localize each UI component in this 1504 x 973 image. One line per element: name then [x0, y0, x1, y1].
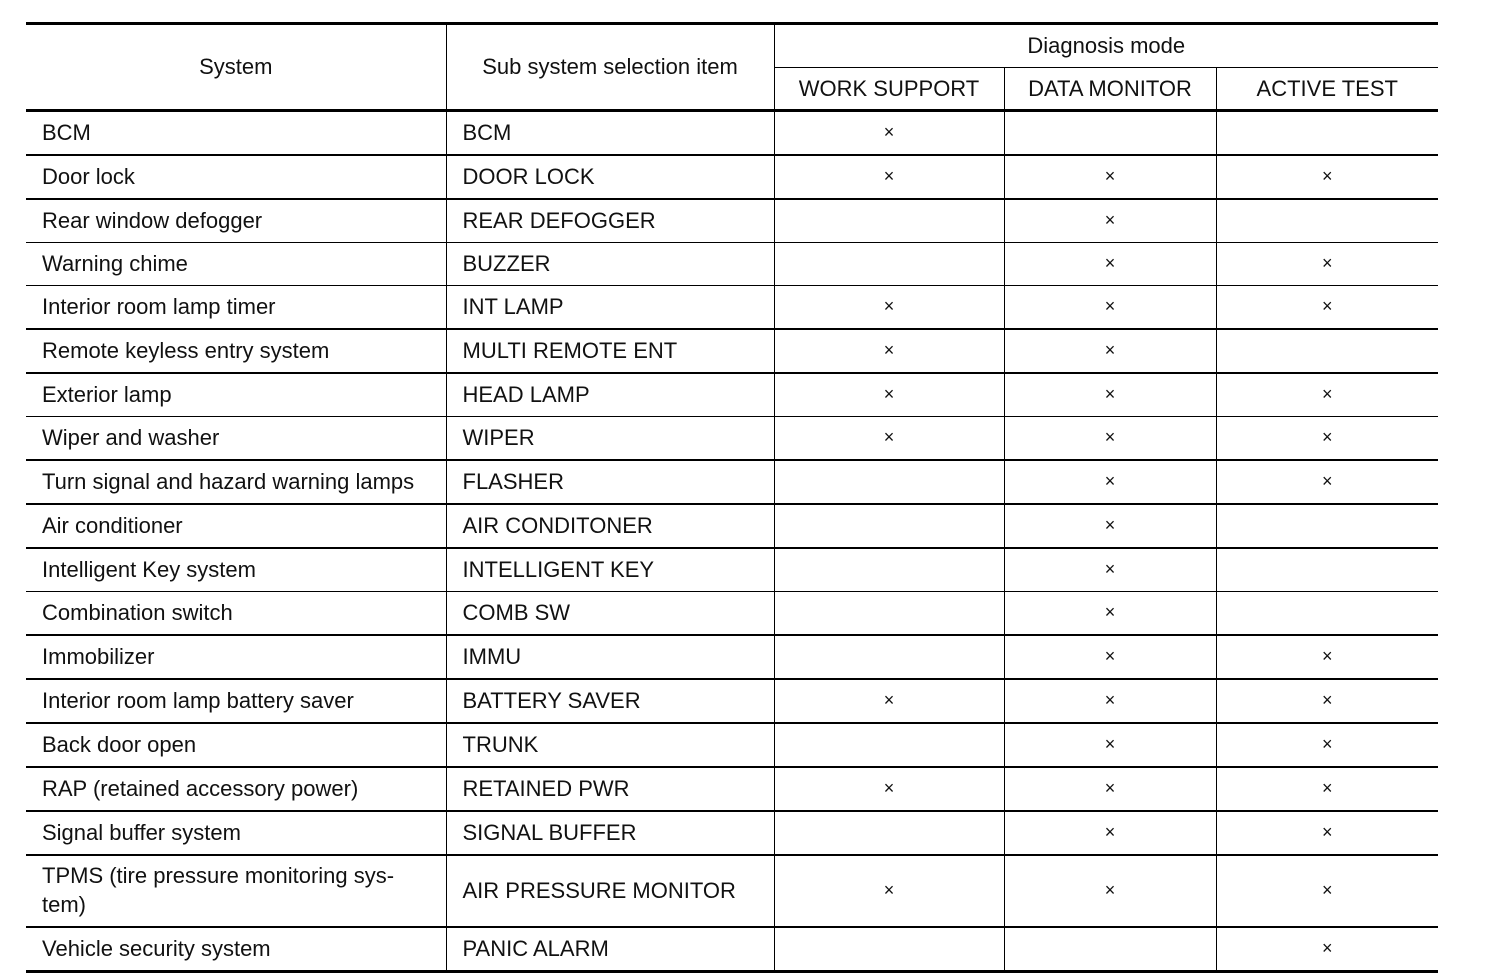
- sub-system-cell: SIGNAL BUFFER: [446, 811, 774, 855]
- work-support-mark: [774, 243, 1004, 286]
- sub-system-cell: MULTI REMOTE ENT: [446, 329, 774, 373]
- active-test-mark: [1216, 199, 1438, 243]
- work-support-mark: ×: [774, 767, 1004, 811]
- table-row: [26, 329, 1438, 373]
- header-system: System: [26, 24, 446, 111]
- system-cell: Combination switch: [26, 592, 446, 636]
- work-support-mark: ×: [774, 855, 1004, 927]
- table-row: [26, 548, 1438, 592]
- data-monitor-mark: ×: [1004, 548, 1216, 592]
- active-test-mark: ×: [1216, 155, 1438, 199]
- work-support-mark: ×: [774, 286, 1004, 330]
- table-row: [26, 373, 1438, 417]
- active-test-mark: ×: [1216, 460, 1438, 504]
- data-monitor-mark: [1004, 927, 1216, 972]
- data-monitor-mark: ×: [1004, 199, 1216, 243]
- data-monitor-mark: ×: [1004, 460, 1216, 504]
- system-cell: BCM: [26, 111, 446, 156]
- active-test-mark: ×: [1216, 927, 1438, 972]
- sub-system-cell: PANIC ALARM: [446, 927, 774, 972]
- data-monitor-mark: ×: [1004, 723, 1216, 767]
- active-test-mark: [1216, 111, 1438, 156]
- system-cell: Warning chime: [26, 243, 446, 286]
- active-test-mark: ×: [1216, 723, 1438, 767]
- data-monitor-mark: ×: [1004, 855, 1216, 927]
- sub-system-cell: INTELLIGENT KEY: [446, 548, 774, 592]
- data-monitor-mark: ×: [1004, 155, 1216, 199]
- sub-system-cell: TRUNK: [446, 723, 774, 767]
- table-row: [26, 286, 1438, 330]
- system-cell: Immobilizer: [26, 635, 446, 679]
- active-test-mark: ×: [1216, 767, 1438, 811]
- sub-system-cell: HEAD LAMP: [446, 373, 774, 417]
- data-monitor-mark: ×: [1004, 329, 1216, 373]
- system-cell: Air conditioner: [26, 504, 446, 548]
- work-support-mark: [774, 460, 1004, 504]
- data-monitor-mark: ×: [1004, 504, 1216, 548]
- table-row: [26, 111, 1438, 156]
- system-cell: TPMS (tire pressure monitoring sys- tem): [26, 855, 446, 927]
- table-row: [26, 417, 1438, 461]
- active-test-mark: [1216, 329, 1438, 373]
- work-support-mark: ×: [774, 373, 1004, 417]
- active-test-mark: ×: [1216, 417, 1438, 461]
- work-support-mark: [774, 927, 1004, 972]
- system-cell: Interior room lamp battery saver: [26, 679, 446, 723]
- active-test-mark: ×: [1216, 855, 1438, 927]
- table-row: [26, 635, 1438, 679]
- work-support-mark: ×: [774, 679, 1004, 723]
- sub-system-cell: INT LAMP: [446, 286, 774, 330]
- active-test-mark: [1216, 504, 1438, 548]
- system-cell: Wiper and washer: [26, 417, 446, 461]
- header-diagnosis-mode: Diagnosis mode: [774, 24, 1438, 68]
- table-row: [26, 504, 1438, 548]
- table-row: [26, 243, 1438, 286]
- sub-system-cell: WIPER: [446, 417, 774, 461]
- work-support-mark: [774, 811, 1004, 855]
- work-support-mark: [774, 635, 1004, 679]
- system-cell: Turn signal and hazard warning lamps: [26, 460, 446, 504]
- table-header: [26, 24, 1438, 111]
- table-body: [26, 111, 1438, 972]
- system-cell: Intelligent Key system: [26, 548, 446, 592]
- work-support-mark: [774, 504, 1004, 548]
- system-cell: Interior room lamp timer: [26, 286, 446, 330]
- active-test-mark: ×: [1216, 243, 1438, 286]
- table-row: [26, 679, 1438, 723]
- system-cell: Remote keyless entry system: [26, 329, 446, 373]
- work-support-mark: ×: [774, 417, 1004, 461]
- active-test-mark: [1216, 548, 1438, 592]
- data-monitor-mark: ×: [1004, 811, 1216, 855]
- system-cell: Back door open: [26, 723, 446, 767]
- active-test-mark: [1216, 592, 1438, 636]
- table-row: [26, 592, 1438, 636]
- sub-system-cell: BATTERY SAVER: [446, 679, 774, 723]
- system-cell: Door lock: [26, 155, 446, 199]
- work-support-mark: ×: [774, 111, 1004, 156]
- data-monitor-mark: [1004, 111, 1216, 156]
- system-cell: Exterior lamp: [26, 373, 446, 417]
- data-monitor-mark: ×: [1004, 243, 1216, 286]
- system-cell: Signal buffer system: [26, 811, 446, 855]
- header-sub-system: Sub system selection item: [446, 24, 774, 111]
- active-test-mark: ×: [1216, 373, 1438, 417]
- active-test-mark: ×: [1216, 286, 1438, 330]
- work-support-mark: [774, 199, 1004, 243]
- work-support-mark: ×: [774, 155, 1004, 199]
- table-row: [26, 460, 1438, 504]
- header-work-support: WORK SUPPORT: [774, 68, 1004, 111]
- table-row: [26, 199, 1438, 243]
- table-row: [26, 855, 1438, 927]
- sub-system-cell: BCM: [446, 111, 774, 156]
- table-row: [26, 927, 1438, 972]
- data-monitor-mark: ×: [1004, 592, 1216, 636]
- sub-system-cell: AIR CONDITONER: [446, 504, 774, 548]
- system-cell: RAP (retained accessory power): [26, 767, 446, 811]
- sub-system-cell: RETAINED PWR: [446, 767, 774, 811]
- sub-system-cell: REAR DEFOGGER: [446, 199, 774, 243]
- table-row: [26, 155, 1438, 199]
- system-cell: Vehicle security system: [26, 927, 446, 972]
- diagnosis-mode-table: [26, 22, 1438, 973]
- work-support-mark: [774, 592, 1004, 636]
- active-test-mark: ×: [1216, 811, 1438, 855]
- table-row: [26, 767, 1438, 811]
- data-monitor-mark: ×: [1004, 767, 1216, 811]
- sub-system-cell: IMMU: [446, 635, 774, 679]
- table-row: [26, 723, 1438, 767]
- active-test-mark: ×: [1216, 679, 1438, 723]
- data-monitor-mark: ×: [1004, 635, 1216, 679]
- active-test-mark: ×: [1216, 635, 1438, 679]
- header-data-monitor: DATA MONITOR: [1004, 68, 1216, 111]
- data-monitor-mark: ×: [1004, 417, 1216, 461]
- sub-system-cell: BUZZER: [446, 243, 774, 286]
- sub-system-cell: COMB SW: [446, 592, 774, 636]
- work-support-mark: [774, 723, 1004, 767]
- data-monitor-mark: ×: [1004, 679, 1216, 723]
- sub-system-cell: AIR PRESSURE MONITOR: [446, 855, 774, 927]
- work-support-mark: ×: [774, 329, 1004, 373]
- sub-system-cell: FLASHER: [446, 460, 774, 504]
- sub-system-cell: DOOR LOCK: [446, 155, 774, 199]
- data-monitor-mark: ×: [1004, 286, 1216, 330]
- data-monitor-mark: ×: [1004, 373, 1216, 417]
- work-support-mark: [774, 548, 1004, 592]
- system-cell: Rear window defogger: [26, 199, 446, 243]
- header-active-test: ACTIVE TEST: [1216, 68, 1438, 111]
- table-row: [26, 811, 1438, 855]
